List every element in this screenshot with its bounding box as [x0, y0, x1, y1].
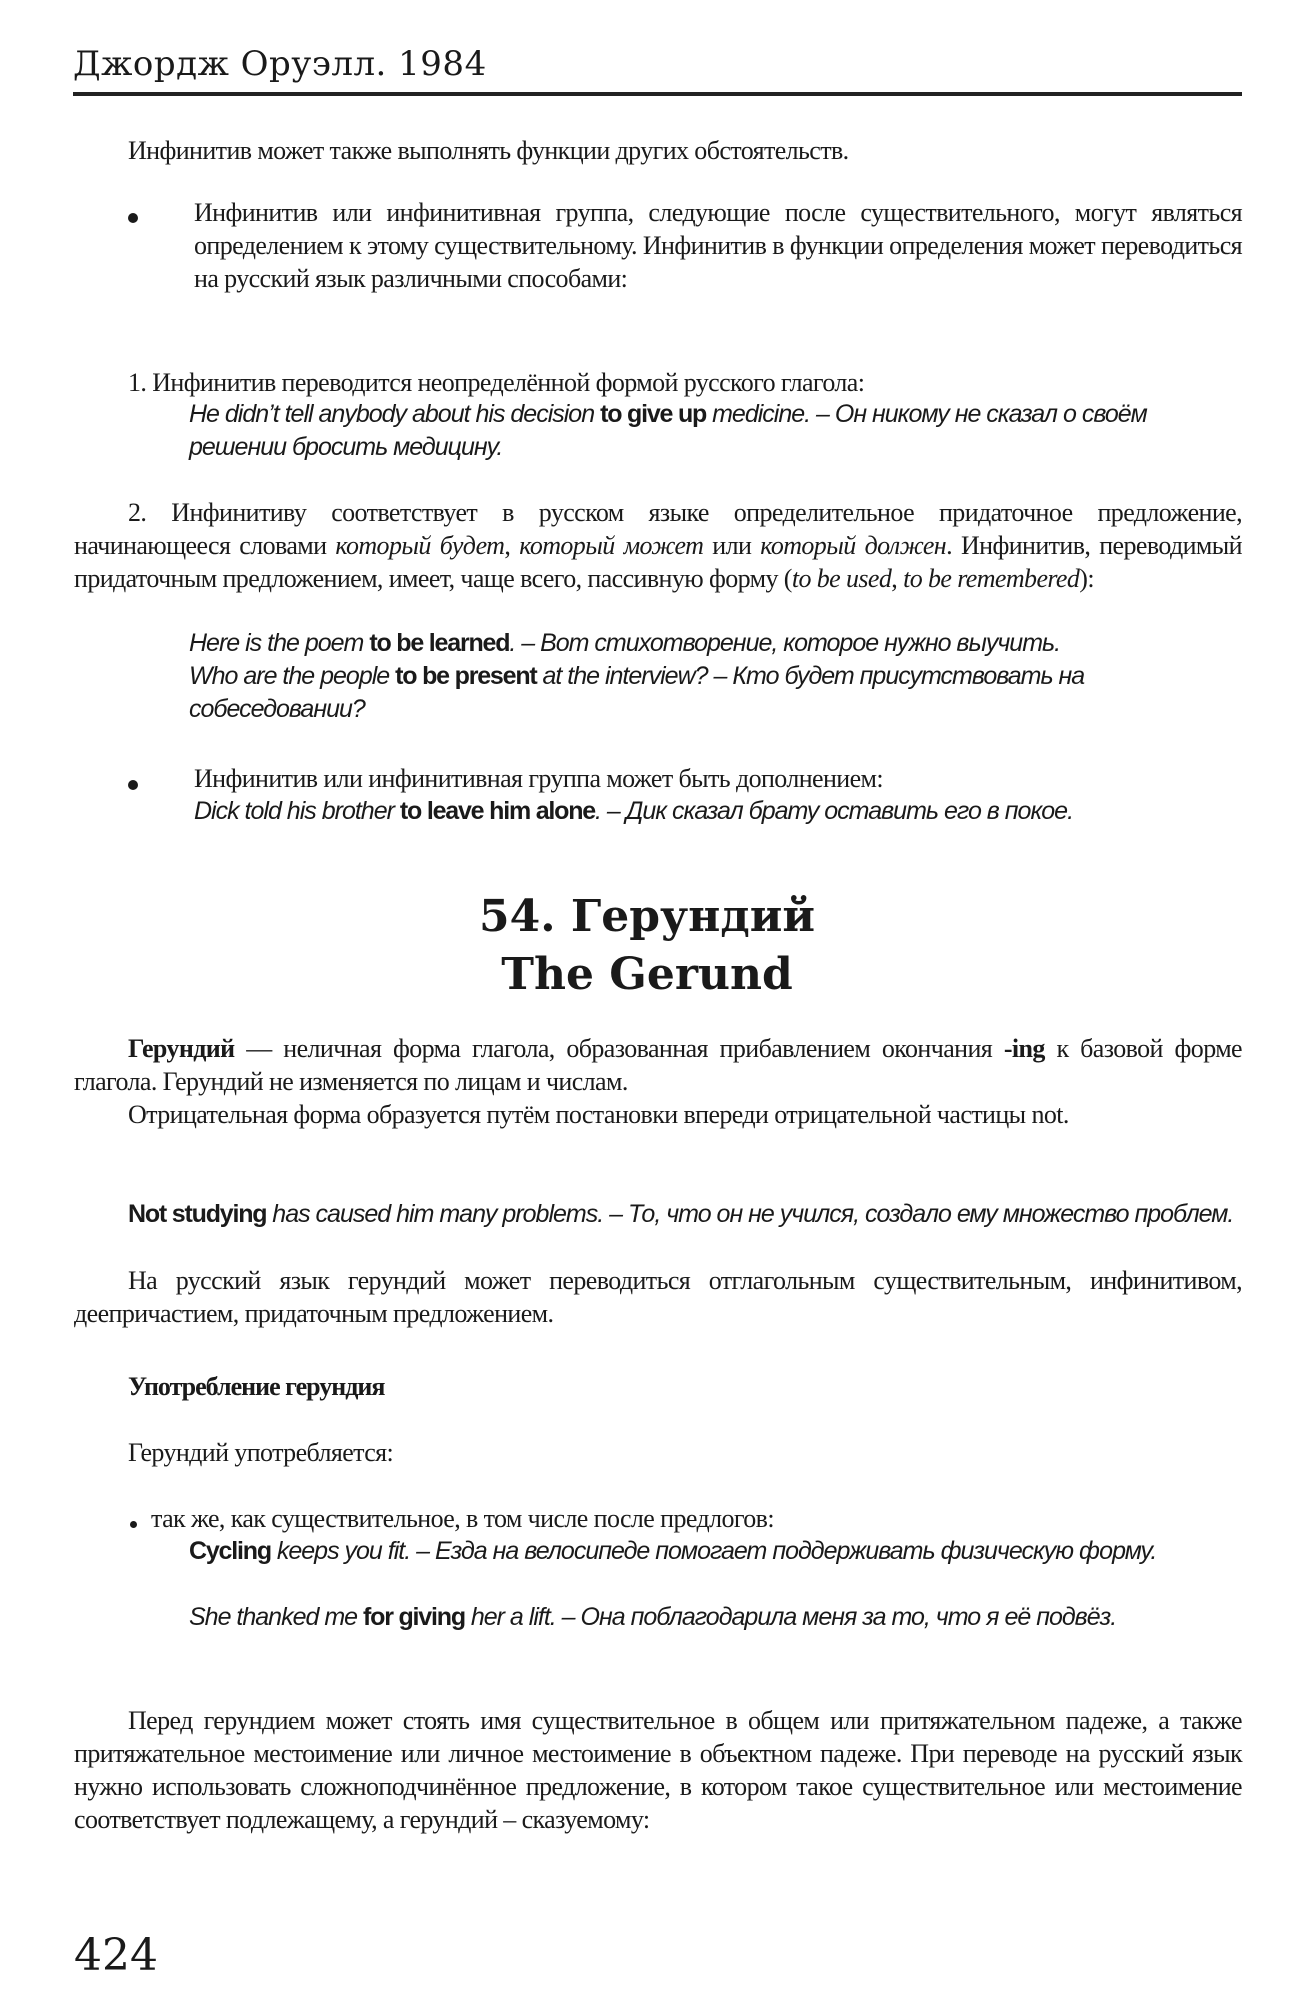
usage-example-1: Cycling keeps you fit. – Езда на велосипеде помогает поддерживать физическую форму.	[189, 1537, 1157, 1565]
page-number: 424	[74, 1930, 158, 1981]
bullet-paragraph-attributive: Инфинитив или инфинитивная группа, следующие после существительного, могут являться определением к этому существительному. Инфинитив в функции определения может переводиться на русский язык различными способами:	[194, 198, 1242, 293]
gerund-negative-example: Not studying has caused him many problems. – То, что он не учился, создало ему множество проблем.	[128, 1200, 1234, 1228]
gerund-definition: Герундий — неличная форма глагола, образованная прибавлением окончания -ing к базовой форме глагола. Герундий не изменяется по лицам и числам.	[74, 1034, 1242, 1096]
bullet-icon	[130, 1521, 137, 1528]
item-2-example-2: Who are the people to be present at the interview? – Кто будет присутствовать на собеседовании?	[189, 662, 1085, 723]
intro-paragraph: Инфинитив может также выполнять функции других обстоятельств.	[128, 136, 849, 165]
gerund-negative-form: Отрицательная форма образуется путём постановки впереди отрицательной частицы not.	[128, 1100, 1069, 1129]
bullet-icon	[128, 213, 138, 223]
item-1-example: He didn’t tell anybody about his decision to give up medicine. – Он никому не сказал о своём решении бросить медицину.	[189, 400, 1147, 461]
item-2-example-1: Here is the poem to be learned. – Вот стихотворение, которое нужно выучить.	[189, 629, 1061, 657]
usage-example-2: She thanked me for giving her a lift. – Она поблагодарила меня за то, что я её подвёз.	[189, 1603, 1117, 1631]
bullet-icon	[128, 780, 138, 790]
header-rule	[73, 92, 1242, 96]
before-gerund-paragraph: Перед герундием может стоять имя существительное в общем или притяжательном падеже, а также притяжательное местоимение или личное местоимение в объектном падеже. При переводе на русский язык нужно использовать сложноподчинённое предложение, в котором такое существительное или местоимение соответствует подлежащему, а герундий – сказуемому:	[74, 1706, 1242, 1834]
gerund-translation: На русский язык герундий может переводиться отглагольным существительным, инфинитивом, деепричастием, придаточным предложением.	[74, 1266, 1242, 1328]
emphasis: to give up	[600, 400, 707, 428]
item-2-paragraph: 2. Инфинитиву соответствует в русском языке определительное придаточное предложение, начинающееся словами который будет, который может или который должен. Инфинитив, переводимый придаточным предложением, имеет, чаще всего, пассивную форму (to be used, to be remembered):	[74, 498, 1242, 593]
item-1-label: 1. Инфинитив переводится неопределённой формой русского глагола:	[128, 368, 865, 397]
bullet-object-example: Dick told his brother to leave him alone. – Дик сказал брату оставить его в покое.	[194, 797, 1074, 825]
chapter-title-en: The Gerund	[501, 949, 793, 1000]
usage-intro: Герундий употребляется:	[128, 1438, 394, 1467]
running-header: Джордж Оруэлл. 1984	[73, 44, 487, 84]
chapter-title-ru: 54. Герундий	[479, 891, 815, 942]
usage-bullet: так же, как существительное, в том числе после предлогов:	[151, 1504, 774, 1533]
usage-heading: Употребление герундия	[128, 1372, 385, 1401]
bullet-paragraph-object: Инфинитив или инфинитивная группа может быть дополнением:	[194, 764, 884, 793]
